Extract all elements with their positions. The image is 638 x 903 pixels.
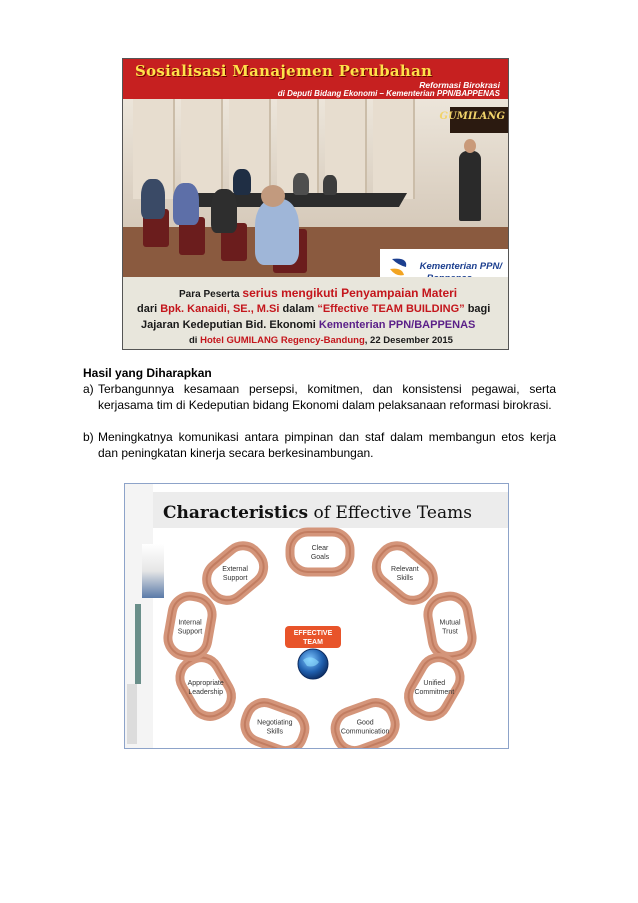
chain-link-label: Communication bbox=[340, 728, 390, 736]
chain-link-label: Relevant bbox=[391, 566, 419, 574]
chain-link-label: Support bbox=[222, 575, 248, 583]
banner-subtitle-2: di Deputi Bidang Ekonomi – Kementerian PPN/BAPPENAS bbox=[277, 89, 500, 98]
chain-link bbox=[199, 538, 271, 607]
side-decoration bbox=[135, 604, 141, 684]
chain-link-label: External bbox=[222, 566, 248, 574]
chain-link-label: Goals bbox=[310, 554, 330, 561]
section-heading: Hasil yang Diharapkan bbox=[83, 366, 212, 380]
chain-link-label: Commitment bbox=[414, 689, 455, 696]
list-item-text: Terbangunnya kesamaan persepsi, komitmen, dan konsistensi pegawai, serta kerjasama tim di Kedeputian bidang Ekonomi dalam pelaksanaan reformasi birokrasi. bbox=[98, 382, 556, 412]
expected-result-a bbox=[83, 381, 556, 413]
caption-part: Kementerian PPN/BAPPENAS bbox=[318, 319, 476, 331]
list-item-text: Meningkatnya komunikasi antara pimpinan dan staf dalam membangun etos kerja dan peningkatan kinerja secara berkesinambungan. bbox=[98, 430, 556, 460]
list-marker: a) bbox=[83, 382, 94, 396]
ministry-name: Kementerian PPN/ bbox=[419, 261, 502, 272]
caption-part: Bpk. Kanaidi, SE., M.Si bbox=[160, 303, 280, 315]
center-label-1: EFFECTIVE bbox=[293, 630, 333, 637]
chain-link-label: Mutual bbox=[439, 619, 461, 627]
caption-part: bagi bbox=[464, 303, 491, 315]
chain-link-label: Clear bbox=[311, 545, 329, 552]
chain-link-label: Support bbox=[177, 628, 203, 636]
chain-link bbox=[240, 698, 310, 748]
caption-part: di bbox=[189, 335, 201, 346]
chain-link-label: Trust bbox=[442, 628, 458, 636]
chain-link-label: Negotiating bbox=[257, 719, 293, 727]
photo-banner bbox=[123, 59, 508, 99]
caption-part: Hotel GUMILANG Regency-Bandung bbox=[200, 335, 365, 346]
chain-link bbox=[330, 698, 400, 748]
chain-link bbox=[290, 532, 350, 572]
figure-title-bold: Characteristics bbox=[163, 503, 309, 523]
chain-link bbox=[425, 593, 475, 659]
chain-link bbox=[173, 651, 238, 723]
chain-link-label: Skills bbox=[266, 728, 284, 736]
chain-link bbox=[369, 538, 441, 607]
list-marker: b) bbox=[83, 430, 94, 444]
banner-subtitle: Reformasi Birokrasi bbox=[419, 80, 500, 90]
caption-part: , 22 Desember 2015 bbox=[364, 335, 453, 346]
expected-result-b bbox=[83, 429, 556, 461]
banner-title: Sosialisasi Manajemen Perubahan bbox=[135, 62, 433, 80]
caption-part: “Effective TEAM BUILDING” bbox=[317, 303, 465, 315]
caption-part: Jajaran Kedeputian Bid. Ekonomi bbox=[141, 319, 319, 331]
speaker-figure bbox=[459, 151, 481, 221]
figure-title bbox=[163, 503, 472, 523]
photo-caption bbox=[123, 277, 508, 350]
seminar-photo bbox=[122, 58, 509, 350]
caption-part: serius mengikuti Penyampaian Materi bbox=[242, 286, 458, 300]
caption-part: dari bbox=[137, 303, 161, 315]
chain-link bbox=[402, 651, 467, 723]
effective-teams-figure bbox=[124, 483, 509, 749]
effective-teams-diagram bbox=[125, 484, 508, 748]
caption-part: dalam bbox=[279, 303, 318, 315]
side-decoration bbox=[127, 684, 137, 744]
caption-part: Para Peserta bbox=[179, 289, 243, 300]
chain-link-label: Good bbox=[356, 719, 374, 727]
chain-link-label: Skills bbox=[396, 575, 414, 583]
chain-link-label: Internal bbox=[178, 619, 202, 627]
chain-link bbox=[165, 593, 215, 659]
side-decoration bbox=[142, 544, 164, 598]
chain-link-shape bbox=[290, 532, 350, 572]
chain-link-label: Leadership bbox=[188, 689, 224, 696]
gumilang-logo-text: GUMILANG bbox=[439, 111, 505, 122]
chain-link-label: Unified bbox=[423, 680, 446, 687]
center-label-2: TEAM bbox=[303, 639, 323, 646]
chain-link-label: Appropriate bbox=[187, 680, 224, 687]
figure-title-rest: of Effective Teams bbox=[308, 503, 472, 523]
